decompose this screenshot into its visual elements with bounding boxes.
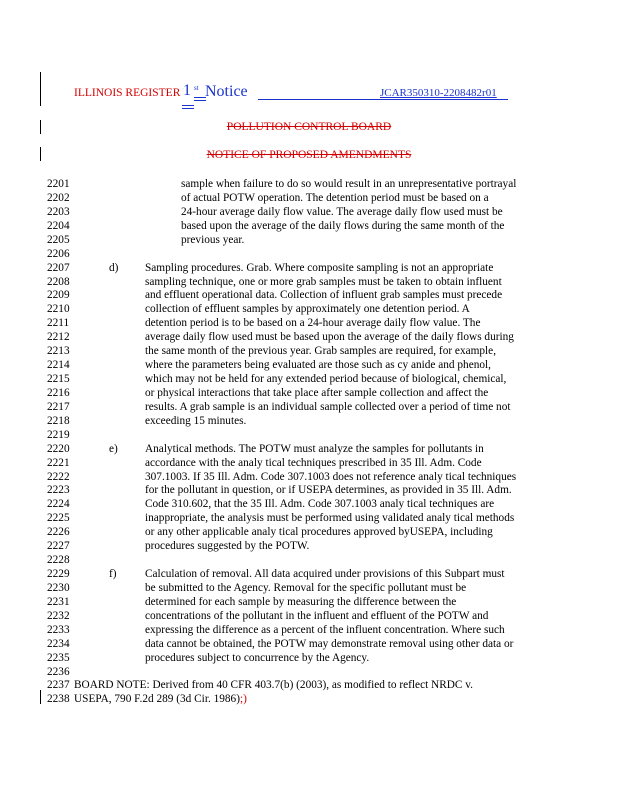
line-text: procedures suggested by the POTW.: [145, 540, 310, 553]
line-text: Code 310.602, that the 35 Ill. Adm. Code 307.1003 analy tical techniques are: [145, 498, 495, 511]
line-text: determined for each sample by measuring the difference between the: [145, 595, 457, 608]
document-line: [0, 428, 618, 442]
line-number: 2206: [47, 247, 70, 260]
document-line: [0, 623, 618, 637]
line-number: 2222: [47, 470, 70, 483]
notice-label: Notice: [205, 83, 248, 100]
line-text: 24-hour average daily flow value. The average daily flow used must be: [181, 205, 503, 218]
line-number: 2230: [47, 581, 70, 594]
document-line: [0, 651, 618, 665]
line-text: data cannot be obtained, the POTW may demonstrate removal using other data or: [145, 637, 514, 650]
double-underline-mark: [182, 105, 194, 106]
line-text: Analytical methods. The POTW must analyze the samples for pollutants in: [145, 442, 484, 455]
line-text: sampling technique, one or more grab samples must be taken to obtain influent: [145, 275, 502, 288]
document-line: [0, 539, 618, 553]
line-number: 2215: [47, 373, 70, 386]
document-line: [0, 567, 618, 581]
line-number: 2216: [47, 386, 70, 399]
document-line: [0, 344, 618, 358]
line-text: sample when failure to do so would result in an unrepresentative portrayal: [181, 178, 517, 190]
line-number: 2204: [47, 219, 70, 232]
register-title: ILLINOIS REGISTER: [74, 87, 181, 99]
notice-title: NOTICE OF PROPOSED AMENDMENTS: [206, 149, 412, 161]
line-text: procedures subject to concurrence by the Agency.: [145, 651, 370, 664]
document-line: [0, 456, 618, 470]
line-number: 2202: [47, 191, 70, 204]
line-text: or physical interactions that take place after sample collection and affect the: [145, 386, 489, 399]
document-line: [0, 483, 618, 497]
line-text: collection of effluent samples by approximately one detention period. A: [145, 303, 470, 316]
inserted-text: ;): [239, 693, 247, 706]
issue-number: 1: [183, 82, 191, 99]
document-line: [0, 637, 618, 651]
document-line: [0, 692, 618, 706]
line-text: and effluent operational data. Collection of influent grab samples must precede: [145, 289, 503, 302]
line-number: 2229: [47, 568, 70, 581]
line-text: Sampling procedures. Grab. Where composite sampling is not an appropriate: [145, 261, 494, 274]
line-text: of actual POTW operation. The detention period must be based on a: [181, 191, 489, 204]
document-line: [0, 275, 618, 289]
line-number: 2210: [47, 303, 70, 316]
document-line: [0, 191, 618, 205]
document-line: [0, 219, 618, 233]
board-title: POLLUTION CONTROL BOARD: [226, 121, 392, 133]
line-number: 2223: [47, 484, 70, 497]
document-line: [0, 400, 618, 414]
document-line: [0, 288, 618, 302]
document-line: [0, 595, 618, 609]
document-line: [0, 414, 618, 428]
line-text: BOARD NOTE: Derived from 40 CFR 403.7(b) (2003), as modified to reflect NRDC v.: [74, 679, 473, 692]
line-number: 2236: [47, 665, 70, 678]
line-number: 2212: [47, 331, 70, 344]
line-number: 2201: [47, 178, 70, 190]
line-number: 2220: [47, 442, 70, 455]
line-text: Calculation of removal. All data acquired under provisions of this Subpart must: [145, 568, 505, 581]
line-number: 2205: [47, 233, 70, 246]
document-code: JCAR350310-2208482r01: [380, 87, 497, 99]
line-text: detention period is to be based on a 24-hour average daily flow value. The: [145, 317, 481, 330]
document-line: [0, 330, 618, 344]
line-text: based upon the average of the daily flows during the same month of the: [181, 219, 505, 232]
header-underline: [258, 99, 508, 100]
line-text: average daily flow used must be based upon the average of the daily flows during: [145, 331, 514, 344]
subsection-marker: e): [109, 442, 118, 455]
line-number: 2213: [47, 345, 70, 358]
document-line: [0, 358, 618, 372]
change-bar: [40, 72, 41, 106]
line-text: results. A grab sample is an individual sample collected over a period of time not: [145, 400, 511, 413]
line-number: 2226: [47, 526, 70, 539]
line-number: 2233: [47, 623, 70, 636]
line-number: 2228: [47, 554, 70, 567]
document-line: [0, 678, 618, 692]
line-text: 307.1003. If 35 Ill. Adm. Code 307.1003 does not reference analy tical techniques: [145, 470, 517, 483]
line-number: 2231: [47, 595, 70, 608]
document-line: [0, 261, 618, 275]
subsection-marker: d): [109, 261, 119, 274]
subsection-marker: f): [109, 568, 117, 581]
document-line: [0, 316, 618, 330]
document-line: [0, 177, 618, 191]
line-number: 2214: [47, 359, 70, 372]
document-line: [0, 205, 618, 219]
line-number: 2225: [47, 512, 70, 525]
line-text: exceeding 15 minutes.: [145, 414, 247, 427]
document-line: [0, 233, 618, 247]
line-text: for the pollutant in question, or if USEPA determines, as provided in 35 Ill. Adm.: [145, 484, 512, 497]
line-number: 2238: [47, 693, 70, 706]
document-line: [0, 497, 618, 511]
line-number: 2227: [47, 540, 70, 553]
line-number: 2209: [47, 289, 70, 302]
line-number: 2224: [47, 498, 70, 511]
document-line: [0, 553, 618, 567]
line-text: previous year.: [181, 233, 245, 246]
document-line: [0, 442, 618, 456]
line-text: which may not be held for any extended period because of biological, chemical,: [145, 373, 507, 386]
line-number: 2208: [47, 275, 70, 288]
line-number: 2211: [47, 317, 70, 330]
issue-superscript: st: [194, 84, 199, 92]
document-line: [0, 581, 618, 595]
page-header: [74, 84, 514, 106]
document-line: [0, 665, 618, 679]
document-line: [0, 372, 618, 386]
line-text: expressing the difference as a percent of the influent concentration. Where such: [145, 623, 505, 636]
line-number: 2237: [47, 679, 70, 692]
line-number: 2221: [47, 456, 70, 469]
line-text: accordance with the analy tical techniques prescribed in 35 Ill. Adm. Code: [145, 456, 482, 469]
line-text: concentrations of the pollutant in the influent and effluent of the POTW and: [145, 609, 489, 622]
line-number: 2207: [47, 261, 70, 274]
line-text: the same month of the previous year. Grab samples are required, for example,: [145, 345, 497, 358]
document-line: [0, 470, 618, 484]
document-line: [0, 609, 618, 623]
line-text: be submitted to the Agency. Removal for the specific pollutant must be: [145, 581, 467, 594]
line-text: USEPA, 790 F.2d 289 (3d Cir. 1986);): [74, 693, 247, 706]
line-number: 2219: [47, 428, 70, 441]
document-line: [0, 247, 618, 261]
document-line: [0, 511, 618, 525]
document-line: [0, 386, 618, 400]
line-number: 2232: [47, 609, 70, 622]
line-number: 2217: [47, 400, 70, 413]
double-underline-mark: [182, 108, 194, 109]
line-text: inappropriate, the analysis must be performed using validated analy tical methods: [145, 512, 515, 525]
line-number: 2235: [47, 651, 70, 664]
line-number: 2234: [47, 637, 70, 650]
line-number: 2218: [47, 414, 70, 427]
document-line: [0, 525, 618, 539]
document-line: [0, 302, 618, 316]
line-number: 2203: [47, 205, 70, 218]
line-text: where the parameters being evaluated are those such as cy anide and phenol,: [145, 359, 491, 372]
line-text: or any other applicable analy tical procedures approved byUSEPA, including: [145, 526, 493, 539]
